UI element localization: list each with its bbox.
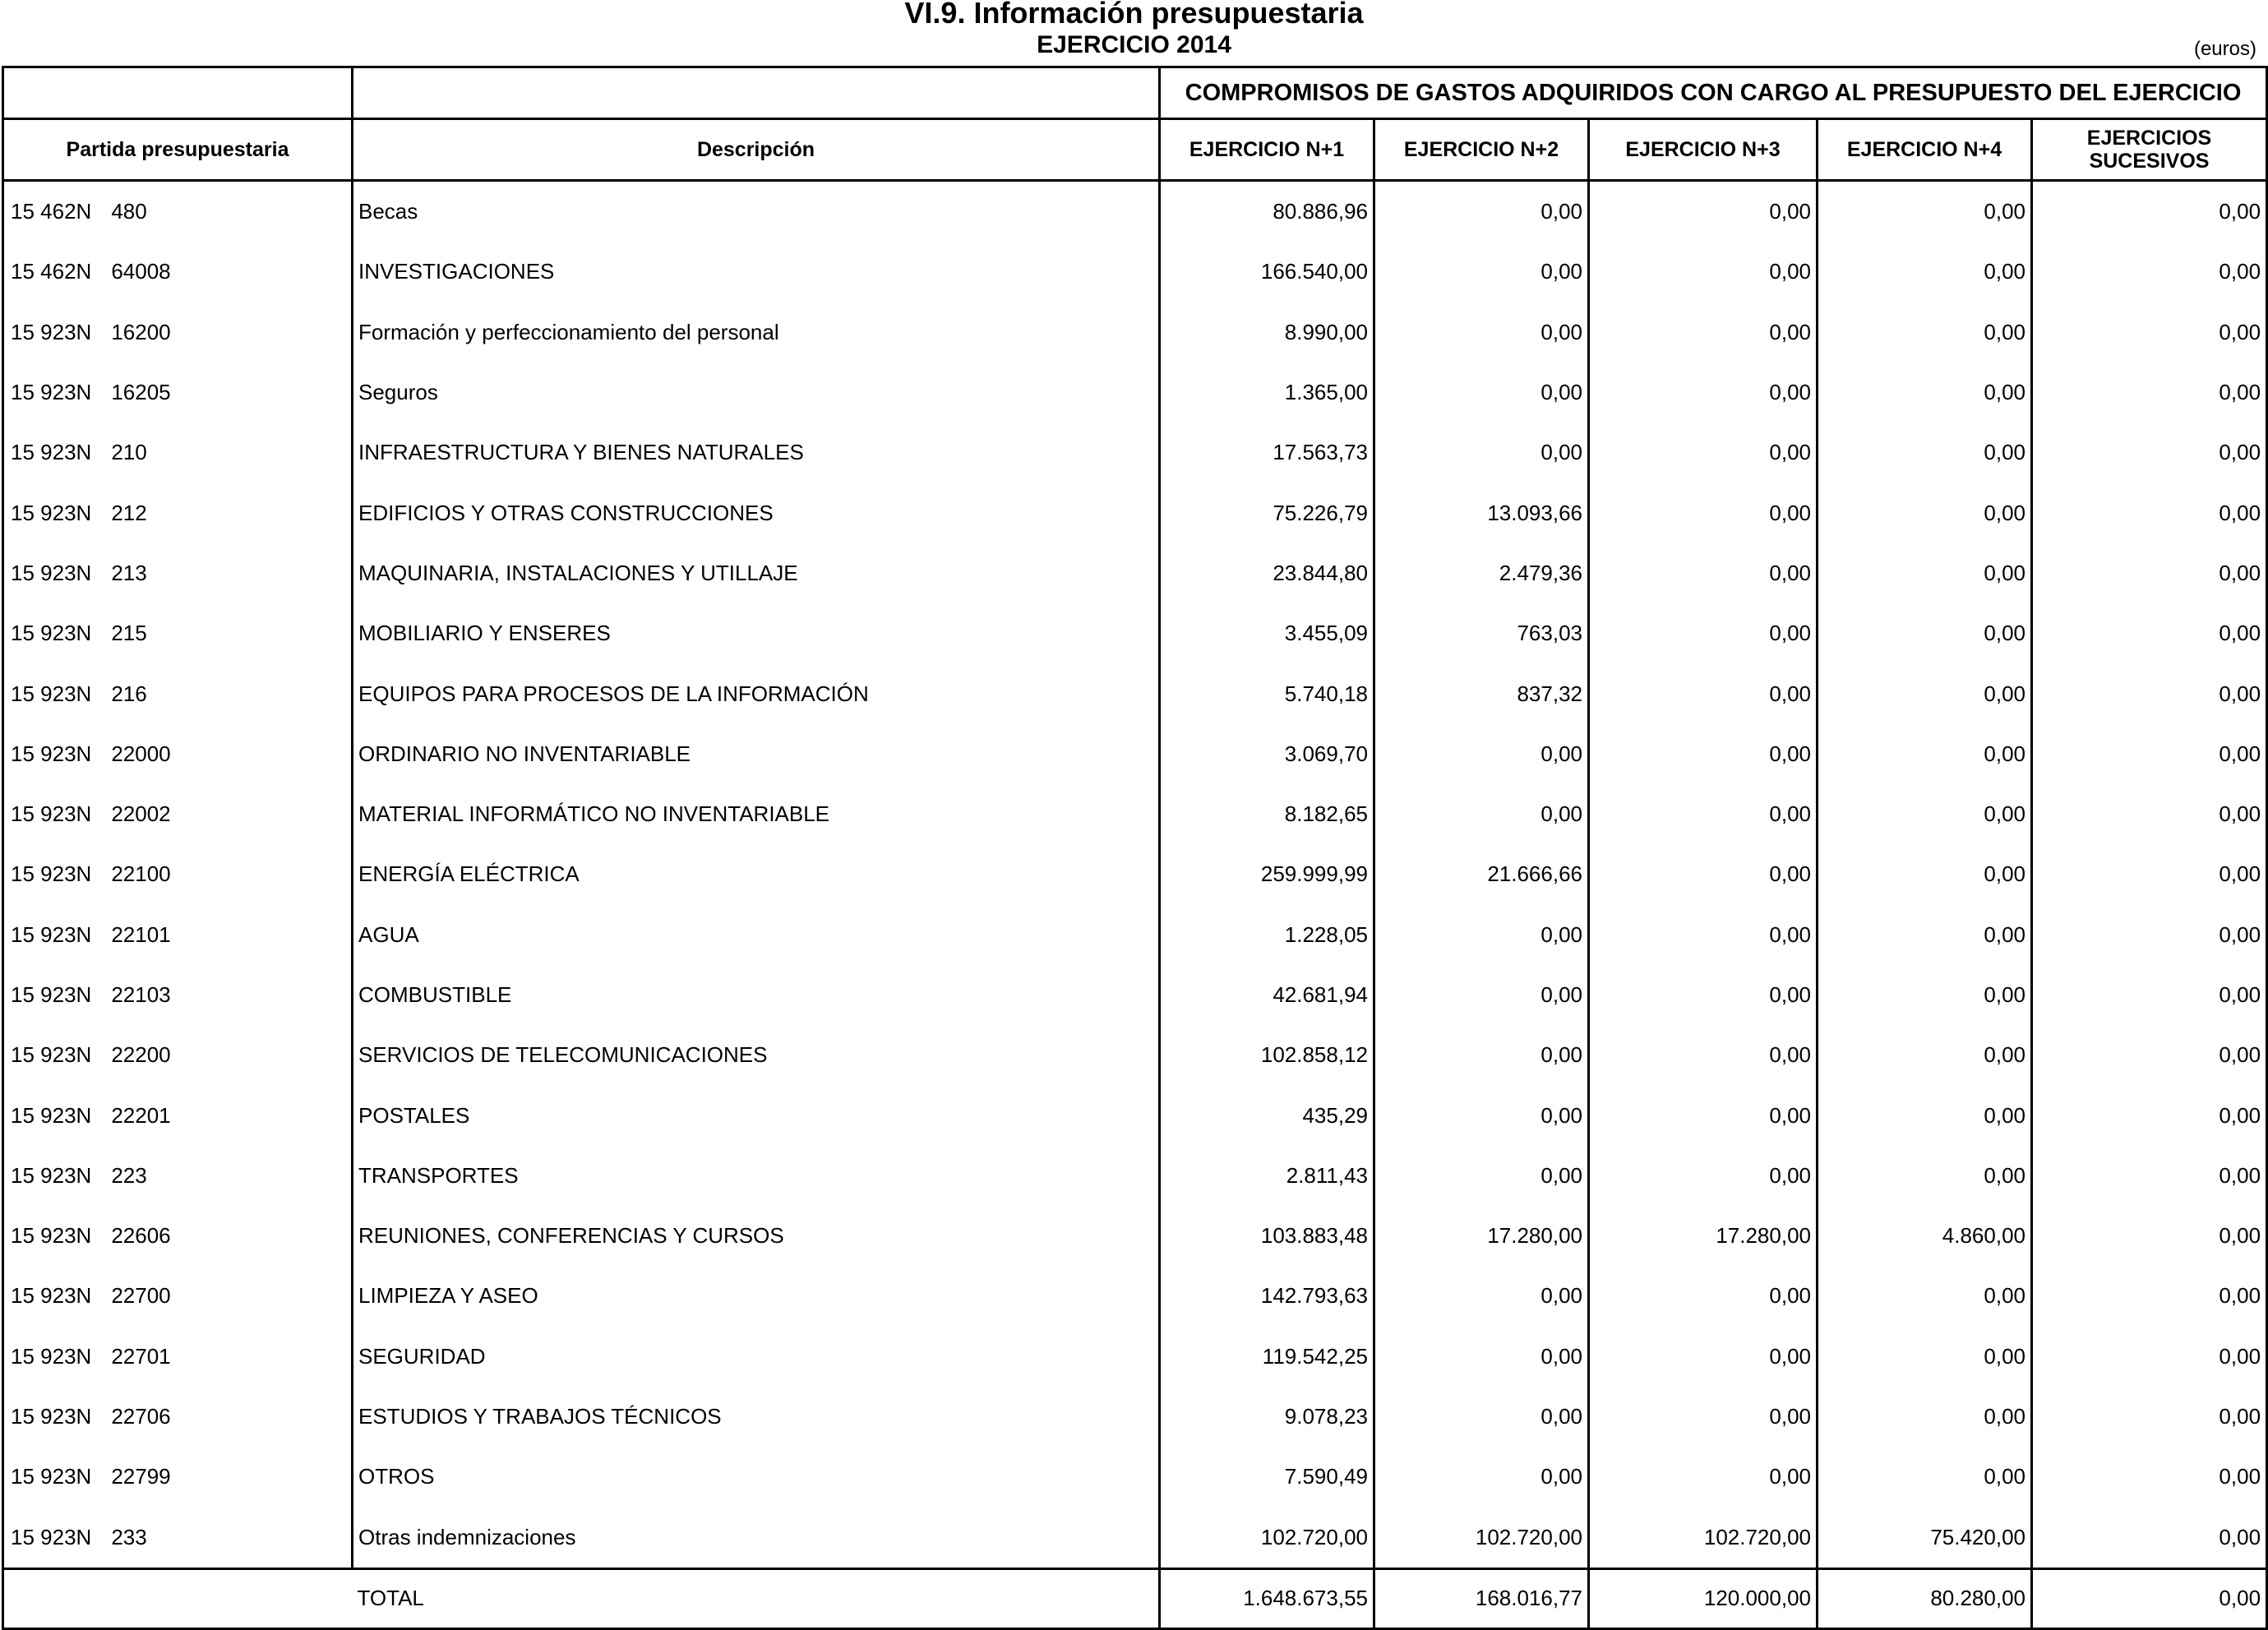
- amount-cell-suc: 0,00: [2032, 1206, 2267, 1266]
- col-header-n2: EJERCICIO N+2: [1374, 119, 1589, 181]
- partida-subconcept: 22701: [111, 1343, 171, 1369]
- amount-cell-n3: 0,00: [1589, 1327, 1818, 1387]
- amount-cell-n4: 0,00: [1818, 905, 2032, 965]
- partida-subconcept: 64008: [111, 259, 171, 284]
- col-header-partida: Partida presupuestaria: [3, 119, 353, 181]
- partida-cell: [3, 1206, 353, 1266]
- amount-cell-n4: 0,00: [1818, 844, 2032, 904]
- table-row: [3, 1327, 2267, 1387]
- partida-subconcept: 233: [111, 1524, 147, 1549]
- total-amount-n2: 168.016,77: [1374, 1568, 1589, 1628]
- amount-cell-n4: 0,00: [1818, 1025, 2032, 1085]
- partida-code: 15 462N: [11, 259, 92, 284]
- amount-cell-n3: 0,00: [1589, 1266, 1818, 1326]
- description-cell: INFRAESTRUCTURA Y BIENES NATURALES: [353, 423, 1160, 483]
- col-header-n1: EJERCICIO N+1: [1160, 119, 1374, 181]
- amount-cell-n2: 0,00: [1374, 1266, 1589, 1326]
- amount-cell-n4: 0,00: [1818, 784, 2032, 844]
- commitments-header: COMPROMISOS DE GASTOS ADQUIRIDOS CON CARGO AL PRESUPUESTO DEL EJERCICIO: [1160, 67, 2267, 119]
- table-row: [3, 784, 2267, 844]
- amount-cell-n1: 103.883,48: [1160, 1206, 1374, 1266]
- amount-cell-n2: 0,00: [1374, 1447, 1589, 1507]
- amount-cell-suc: 0,00: [2032, 302, 2267, 362]
- amount-cell-n2: 837,32: [1374, 663, 1589, 723]
- partida-code: 15 923N: [11, 1283, 92, 1309]
- partida-code: 15 923N: [11, 1343, 92, 1369]
- description-cell: REUNIONES, CONFERENCIAS Y CURSOS: [353, 1206, 1160, 1266]
- partida-code: 15 923N: [11, 380, 92, 405]
- partida-subconcept: 16200: [111, 319, 171, 344]
- partida-code: 15 923N: [11, 500, 92, 525]
- table-row: [3, 483, 2267, 543]
- table-row: [3, 724, 2267, 784]
- amount-cell-n2: 13.093,66: [1374, 483, 1589, 543]
- amount-cell-n4: 0,00: [1818, 1146, 2032, 1206]
- table-row: [3, 844, 2267, 904]
- amount-cell-n4: 0,00: [1818, 1085, 2032, 1145]
- description-cell: SERVICIOS DE TELECOMUNICACIONES: [353, 1025, 1160, 1085]
- amount-cell-n1: 102.720,00: [1160, 1508, 1374, 1569]
- amount-cell-n3: 0,00: [1589, 905, 1818, 965]
- column-header-row: [3, 119, 2267, 181]
- amount-cell-n3: 0,00: [1589, 1085, 1818, 1145]
- partida-code: 15 923N: [11, 1223, 92, 1249]
- amount-cell-suc: 0,00: [2032, 1146, 2267, 1206]
- partida-code: 15 923N: [11, 1524, 92, 1549]
- partida-cell: [3, 1146, 353, 1206]
- total-amount-n1: 1.648.673,55: [1160, 1568, 1374, 1628]
- description-cell: ESTUDIOS Y TRABAJOS TÉCNICOS: [353, 1387, 1160, 1447]
- partida-cell: [3, 905, 353, 965]
- amount-cell-n3: 102.720,00: [1589, 1508, 1818, 1569]
- amount-cell-n3: 0,00: [1589, 1146, 1818, 1206]
- amount-cell-suc: 0,00: [2032, 905, 2267, 965]
- partida-cell: [3, 1508, 353, 1569]
- amount-cell-n3: 0,00: [1589, 784, 1818, 844]
- partida-subconcept: 210: [111, 440, 147, 465]
- partida-code: 15 923N: [11, 681, 92, 706]
- amount-cell-n1: 102.858,12: [1160, 1025, 1374, 1085]
- amount-cell-suc: 0,00: [2032, 1447, 2267, 1507]
- partida-subconcept: 22706: [111, 1404, 171, 1429]
- amount-cell-n4: 0,00: [1818, 302, 2032, 362]
- amount-cell-n4: 0,00: [1818, 1266, 2032, 1326]
- partida-cell: [3, 965, 353, 1025]
- description-cell: Otras indemnizaciones: [353, 1508, 1160, 1569]
- partida-subconcept: 22101: [111, 921, 171, 947]
- amount-cell-suc: 0,00: [2032, 1266, 2267, 1326]
- amount-cell-n2: 21.666,66: [1374, 844, 1589, 904]
- table-row: [3, 1387, 2267, 1447]
- budget-table: [2, 66, 2268, 1630]
- amount-cell-n2: 0,00: [1374, 1146, 1589, 1206]
- amount-cell-n2: 0,00: [1374, 362, 1589, 423]
- amount-cell-n3: 0,00: [1589, 181, 1818, 242]
- amount-cell-n1: 23.844,80: [1160, 543, 1374, 603]
- amount-cell-suc: 0,00: [2032, 483, 2267, 543]
- col-header-sucesivos: EJERCICIOS SUCESIVOS: [2032, 119, 2267, 181]
- table-row: [3, 663, 2267, 723]
- amount-cell-n3: 17.280,00: [1589, 1206, 1818, 1266]
- partida-subconcept: 22002: [111, 801, 171, 827]
- amount-cell-n2: 0,00: [1374, 905, 1589, 965]
- partida-cell: [3, 1387, 353, 1447]
- partida-code: 15 923N: [11, 1162, 92, 1188]
- amount-cell-n3: 0,00: [1589, 724, 1818, 784]
- total-amount-n4: 80.280,00: [1818, 1568, 2032, 1628]
- amount-cell-n1: 142.793,63: [1160, 1266, 1374, 1326]
- amount-cell-n4: 75.420,00: [1818, 1508, 2032, 1569]
- description-cell: INVESTIGACIONES: [353, 242, 1160, 302]
- col-header-descripcion: Descripción: [353, 119, 1160, 181]
- amount-cell-n3: 0,00: [1589, 603, 1818, 663]
- partida-code: 15 923N: [11, 741, 92, 766]
- amount-cell-n1: 8.990,00: [1160, 302, 1374, 362]
- amount-cell-n4: 0,00: [1818, 965, 2032, 1025]
- table-row: [3, 242, 2267, 302]
- description-cell: MOBILIARIO Y ENSERES: [353, 603, 1160, 663]
- amount-cell-n1: 1.365,00: [1160, 362, 1374, 423]
- partida-subconcept: 16205: [111, 380, 171, 405]
- amount-cell-n2: 17.280,00: [1374, 1206, 1589, 1266]
- table-row: [3, 1266, 2267, 1326]
- partida-cell: [3, 1085, 353, 1145]
- description-cell: MATERIAL INFORMÁTICO NO INVENTARIABLE: [353, 784, 1160, 844]
- partida-subconcept: 22100: [111, 861, 171, 887]
- partida-subconcept: 223: [111, 1162, 147, 1188]
- amount-cell-n1: 3.069,70: [1160, 724, 1374, 784]
- table-row: [3, 1508, 2267, 1569]
- amount-cell-n3: 0,00: [1589, 423, 1818, 483]
- partida-cell: [3, 543, 353, 603]
- amount-cell-suc: 0,00: [2032, 242, 2267, 302]
- partida-cell: [3, 724, 353, 784]
- amount-cell-n4: 0,00: [1818, 483, 2032, 543]
- amount-cell-suc: 0,00: [2032, 965, 2267, 1025]
- amount-cell-suc: 0,00: [2032, 362, 2267, 423]
- description-cell: TRANSPORTES: [353, 1146, 1160, 1206]
- amount-cell-n4: 4.860,00: [1818, 1206, 2032, 1266]
- partida-code: 15 923N: [11, 801, 92, 827]
- amount-cell-n4: 0,00: [1818, 1327, 2032, 1387]
- amount-cell-suc: 0,00: [2032, 724, 2267, 784]
- partida-cell: [3, 663, 353, 723]
- partida-subconcept: 213: [111, 560, 147, 585]
- description-cell: MAQUINARIA, INSTALACIONES Y UTILLAJE: [353, 543, 1160, 603]
- amount-cell-n3: 0,00: [1589, 362, 1818, 423]
- amount-cell-n3: 0,00: [1589, 1387, 1818, 1447]
- table-row: [3, 1447, 2267, 1507]
- table-row: [3, 1025, 2267, 1085]
- partida-subconcept: 22799: [111, 1464, 171, 1489]
- amount-cell-n1: 8.182,65: [1160, 784, 1374, 844]
- table-row: [3, 905, 2267, 965]
- amount-cell-n3: 0,00: [1589, 483, 1818, 543]
- amount-cell-n1: 1.228,05: [1160, 905, 1374, 965]
- partida-code: 15 923N: [11, 982, 92, 1007]
- partida-cell: [3, 362, 353, 423]
- amount-cell-n1: 42.681,94: [1160, 965, 1374, 1025]
- partida-code: 15 923N: [11, 1042, 92, 1068]
- amount-cell-n3: 0,00: [1589, 965, 1818, 1025]
- amount-cell-suc: 0,00: [2032, 423, 2267, 483]
- partida-cell: [3, 1447, 353, 1507]
- amount-cell-n2: 0,00: [1374, 1327, 1589, 1387]
- partida-cell: [3, 302, 353, 362]
- amount-cell-suc: 0,00: [2032, 784, 2267, 844]
- units-label: (euros): [2193, 38, 2256, 60]
- page-title: VI.9. Información presupuestaria: [904, 0, 1364, 30]
- amount-cell-suc: 0,00: [2032, 844, 2267, 904]
- amount-cell-n2: 0,00: [1374, 1025, 1589, 1085]
- amount-cell-suc: 0,00: [2032, 181, 2267, 242]
- partida-cell: [3, 1025, 353, 1085]
- amount-cell-n4: 0,00: [1818, 663, 2032, 723]
- amount-cell-n1: 80.886,96: [1160, 181, 1374, 242]
- page-subtitle: EJERCICIO 2014: [1037, 31, 1231, 58]
- description-cell: Becas: [353, 181, 1160, 242]
- partida-code: 15 923N: [11, 1102, 92, 1128]
- amount-cell-n3: 0,00: [1589, 663, 1818, 723]
- table-row: [3, 1085, 2267, 1145]
- col-header-n4: EJERCICIO N+4: [1818, 119, 2032, 181]
- amount-cell-n3: 0,00: [1589, 1447, 1818, 1507]
- amount-cell-suc: 0,00: [2032, 663, 2267, 723]
- amount-cell-n1: 259.999,99: [1160, 844, 1374, 904]
- description-cell: LIMPIEZA Y ASEO: [353, 1266, 1160, 1326]
- partida-cell: [3, 423, 353, 483]
- table-row: [3, 181, 2267, 242]
- partida-subconcept: 22606: [111, 1223, 171, 1249]
- partida-cell: [3, 181, 353, 242]
- amount-cell-n1: 2.811,43: [1160, 1146, 1374, 1206]
- partida-code: 15 462N: [11, 199, 92, 224]
- partida-code: 15 923N: [11, 560, 92, 585]
- amount-cell-n4: 0,00: [1818, 423, 2032, 483]
- table-row: [3, 603, 2267, 663]
- partida-code: 15 923N: [11, 1464, 92, 1489]
- amount-cell-suc: 0,00: [2032, 1085, 2267, 1145]
- partida-code: 15 923N: [11, 621, 92, 646]
- partida-cell: [3, 242, 353, 302]
- amount-cell-n4: 0,00: [1818, 181, 2032, 242]
- description-cell: OTROS: [353, 1447, 1160, 1507]
- amount-cell-n2: 0,00: [1374, 242, 1589, 302]
- partida-code: 15 923N: [11, 921, 92, 947]
- partida-subconcept: 22700: [111, 1283, 171, 1309]
- amount-cell-suc: 0,00: [2032, 1508, 2267, 1569]
- partida-cell: [3, 603, 353, 663]
- total-row: [3, 1568, 2267, 1628]
- total-label: TOTAL: [353, 1568, 1160, 1628]
- description-cell: SEGURIDAD: [353, 1327, 1160, 1387]
- amount-cell-n3: 0,00: [1589, 543, 1818, 603]
- amount-cell-n2: 0,00: [1374, 1085, 1589, 1145]
- partida-subconcept: 22000: [111, 741, 171, 766]
- total-amount-suc: 0,00: [2032, 1568, 2267, 1628]
- amount-cell-n2: 763,03: [1374, 603, 1589, 663]
- amount-cell-n2: 0,00: [1374, 423, 1589, 483]
- amount-cell-n2: 0,00: [1374, 724, 1589, 784]
- amount-cell-n1: 7.590,49: [1160, 1447, 1374, 1507]
- table-row: [3, 965, 2267, 1025]
- partida-cell: [3, 844, 353, 904]
- amount-cell-suc: 0,00: [2032, 543, 2267, 603]
- amount-cell-n1: 119.542,25: [1160, 1327, 1374, 1387]
- amount-cell-suc: 0,00: [2032, 1025, 2267, 1085]
- amount-cell-n3: 0,00: [1589, 242, 1818, 302]
- description-cell: POSTALES: [353, 1085, 1160, 1145]
- partida-cell: [3, 483, 353, 543]
- amount-cell-n2: 102.720,00: [1374, 1508, 1589, 1569]
- col-header-n3: EJERCICIO N+3: [1589, 119, 1818, 181]
- amount-cell-n2: 0,00: [1374, 302, 1589, 362]
- description-cell: Formación y perfeccionamiento del personal: [353, 302, 1160, 362]
- amount-cell-n3: 0,00: [1589, 1025, 1818, 1085]
- description-cell: COMBUSTIBLE: [353, 965, 1160, 1025]
- table-row: [3, 1146, 2267, 1206]
- amount-cell-n4: 0,00: [1818, 1387, 2032, 1447]
- amount-cell-n4: 0,00: [1818, 724, 2032, 784]
- partida-cell: [3, 784, 353, 844]
- partida-code: 15 923N: [11, 440, 92, 465]
- amount-cell-n1: 5.740,18: [1160, 663, 1374, 723]
- partida-code: 15 923N: [11, 319, 92, 344]
- amount-cell-n4: 0,00: [1818, 1447, 2032, 1507]
- amount-cell-n2: 0,00: [1374, 1387, 1589, 1447]
- amount-cell-n2: 0,00: [1374, 784, 1589, 844]
- amount-cell-n4: 0,00: [1818, 603, 2032, 663]
- amount-cell-n1: 166.540,00: [1160, 242, 1374, 302]
- description-cell: EDIFICIOS Y OTRAS CONSTRUCCIONES: [353, 483, 1160, 543]
- table-row: [3, 302, 2267, 362]
- description-cell: Seguros: [353, 362, 1160, 423]
- description-cell: ORDINARIO NO INVENTARIABLE: [353, 724, 1160, 784]
- description-cell: ENERGÍA ELÉCTRICA: [353, 844, 1160, 904]
- amount-cell-n2: 2.479,36: [1374, 543, 1589, 603]
- amount-cell-n3: 0,00: [1589, 302, 1818, 362]
- partida-subconcept: 22103: [111, 982, 171, 1007]
- amount-cell-n1: 3.455,09: [1160, 603, 1374, 663]
- amount-cell-n4: 0,00: [1818, 242, 2032, 302]
- partida-cell: [3, 1327, 353, 1387]
- amount-cell-n2: 0,00: [1374, 181, 1589, 242]
- partida-code: 15 923N: [11, 1404, 92, 1429]
- amount-cell-n3: 0,00: [1589, 844, 1818, 904]
- table-row: [3, 543, 2267, 603]
- total-blank-cell: [3, 1568, 353, 1628]
- amount-cell-n1: 435,29: [1160, 1085, 1374, 1145]
- partida-subconcept: 22201: [111, 1102, 171, 1128]
- amount-cell-n2: 0,00: [1374, 965, 1589, 1025]
- amount-cell-suc: 0,00: [2032, 603, 2267, 663]
- partida-subconcept: 22200: [111, 1042, 171, 1068]
- group-header-row: [3, 67, 2267, 119]
- amount-cell-n1: 9.078,23: [1160, 1387, 1374, 1447]
- amount-cell-n1: 75.226,79: [1160, 483, 1374, 543]
- table-row: [3, 362, 2267, 423]
- partida-subconcept: 216: [111, 681, 147, 706]
- table-row: [3, 423, 2267, 483]
- amount-cell-n4: 0,00: [1818, 362, 2032, 423]
- amount-cell-suc: 0,00: [2032, 1387, 2267, 1447]
- amount-cell-suc: 0,00: [2032, 1327, 2267, 1387]
- partida-subconcept: 215: [111, 621, 147, 646]
- partida-cell: [3, 1266, 353, 1326]
- table-row: [3, 1206, 2267, 1266]
- partida-subconcept: 212: [111, 500, 147, 525]
- description-cell: AGUA: [353, 905, 1160, 965]
- partida-subconcept: 480: [111, 199, 147, 224]
- description-cell: EQUIPOS PARA PROCESOS DE LA INFORMACIÓN: [353, 663, 1160, 723]
- amount-cell-n4: 0,00: [1818, 543, 2032, 603]
- partida-code: 15 923N: [11, 861, 92, 887]
- total-amount-n3: 120.000,00: [1589, 1568, 1818, 1628]
- amount-cell-n1: 17.563,73: [1160, 423, 1374, 483]
